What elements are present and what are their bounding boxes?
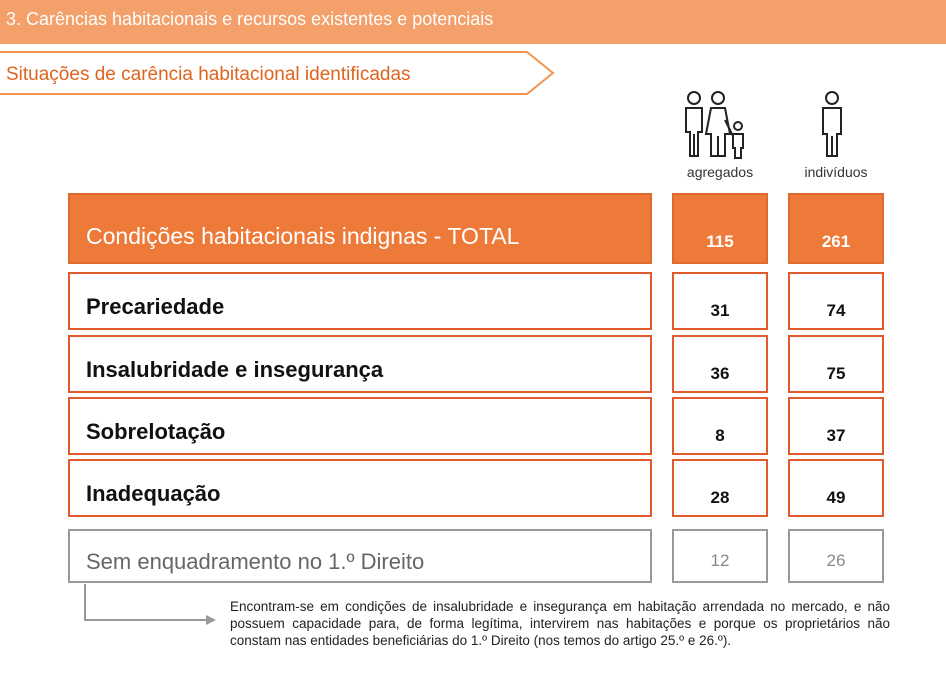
connector-arrow-icon [84, 584, 224, 628]
individuals-column-label: indivíduos [804, 164, 868, 180]
households-value: 31 [672, 272, 768, 330]
individuals-value-no-framework: 26 [788, 529, 884, 583]
individuals-value: 74 [788, 272, 884, 330]
table-row-no-framework [68, 529, 652, 583]
table-row [68, 397, 652, 455]
households-value: 28 [672, 459, 768, 517]
row-label: Sem enquadramento no 1.º Direito [86, 549, 425, 574]
subtitle-banner [0, 46, 560, 100]
table-row [68, 272, 652, 330]
individuals-value: 37 [788, 397, 884, 455]
row-label: Insalubridade e insegurança [86, 357, 384, 382]
households-value-total: 115 [672, 193, 768, 264]
section-title: 3. Carências habitacionais e recursos existentes e potenciais [6, 9, 494, 29]
table-row-total [68, 193, 652, 264]
subtitle-text: Situações de carência habitacional identificadas [6, 64, 411, 85]
footnote: Encontram-se em condições de insalubridade e insegurança em habitação arrendada no mercado, e não possuem capacidade para, de forma legítima, intervirem nas habitações e porque os proprietários não constam nas entidades beneficiárias do 1.º Direito (nos temos do artigo 25.º e 26.º). [230, 599, 890, 648]
households-value-no-framework: 12 [672, 529, 768, 583]
households-value: 8 [672, 397, 768, 455]
table-row [68, 335, 652, 393]
row-label: Inadequação [86, 481, 221, 506]
individuals-value-total: 261 [788, 193, 884, 264]
section-header [0, 0, 946, 44]
table-row [68, 459, 652, 517]
households-column-label: agregados [686, 164, 754, 180]
households-value: 36 [672, 335, 768, 393]
person-icon [812, 88, 852, 160]
row-label: Precariedade [86, 294, 225, 319]
individuals-value: 75 [788, 335, 884, 393]
row-label: Condições habitacionais indignas - TOTAL [86, 223, 520, 249]
family-icon [680, 88, 760, 160]
individuals-value: 49 [788, 459, 884, 517]
row-label: Sobrelotação [86, 419, 226, 444]
